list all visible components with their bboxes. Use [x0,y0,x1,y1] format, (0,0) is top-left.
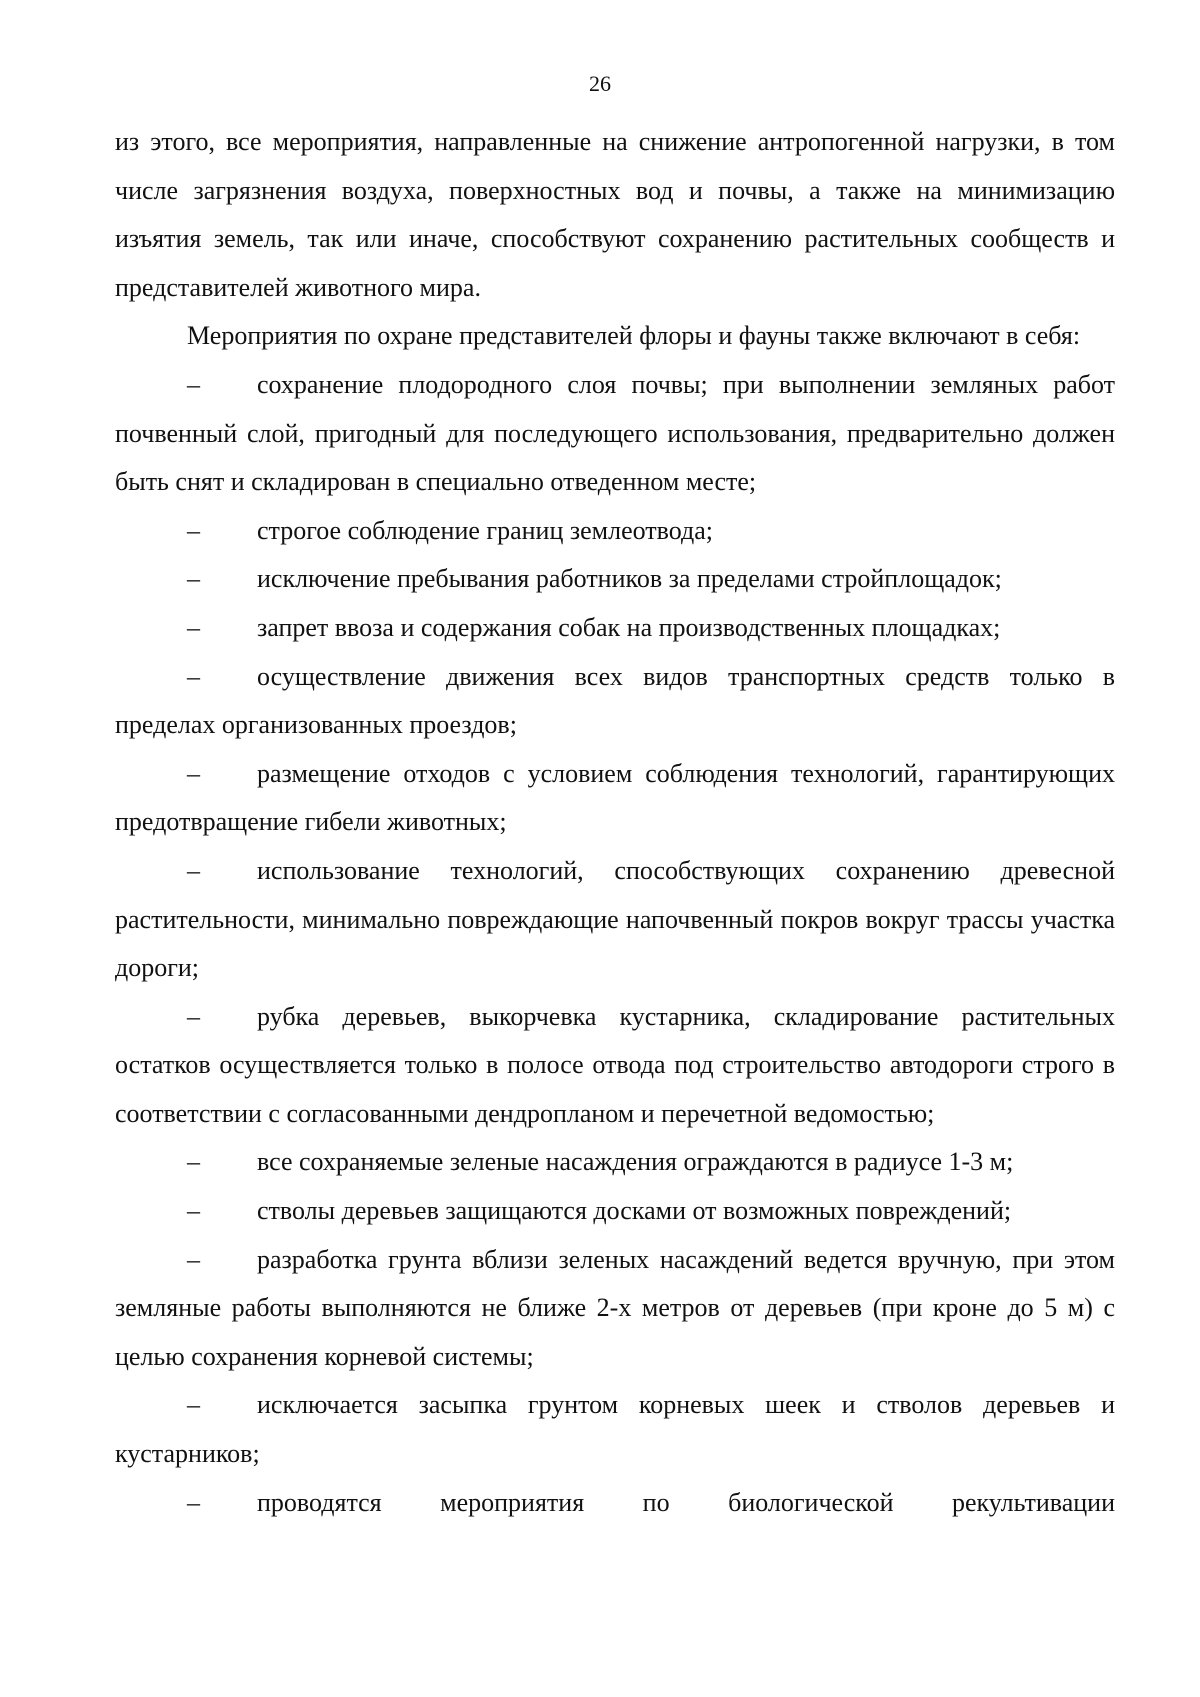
list-dash: – [187,758,200,788]
list-item-text: рубка деревьев, выкорчевка кустарника, складирование растительных остатков осуществляется только в полосе отвода под строительство автодороги строго в соответствии с согласованными дендропланом и перечетной ведомостью; [115,1001,1115,1128]
list-item-text: размещение отходов с условием соблюдения технологий, гарантирующих предотвращение гибели животных; [115,758,1115,837]
list-dash: – [187,369,200,399]
list-item [115,1138,1115,1187]
list-item [115,361,1115,507]
list-item [115,993,1115,1139]
list-item [115,1479,1115,1528]
list-item-text: использование технологий, способствующих сохранению древесной растительности, минимально повреждающие напочвенный покров вокруг трассы участка дороги; [115,855,1115,983]
list-item [115,604,1115,653]
list-dash: – [187,1147,200,1177]
list-item-text: строгое соблюдение границ землеотвода; [257,515,714,545]
list-item-text: осуществление движения всех видов транспортных средств только в пределах организованных проездов; [115,661,1115,740]
list-item-text: исключение пребывания работников за пределами стройплощадок; [257,564,1002,594]
list-dash: – [187,1244,200,1274]
list-dash: – [187,855,200,885]
list-item-text: исключается засыпка грунтом корневых шеек и стволов деревьев и кустарников; [115,1390,1115,1469]
list-dash: – [187,612,200,642]
page-number: 26 [589,71,611,96]
paragraph-continuation: из этого, все мероприятия, направленные на снижение антропогенной нагрузки, в том числе загрязнения воздуха, поверхностных вод и почвы, а также на минимизацию изъятия земель, так или иначе, способствуют сохранению растительных сообществ и представителей животного мира. [115,127,1115,302]
list-item-text: запрет ввоза и содержания собак на производственных площадках; [257,612,1001,642]
list-item [115,847,1115,993]
list-item [115,1187,1115,1236]
list-dash: – [187,1487,200,1517]
list-item [115,1381,1115,1478]
list-item-text: проводятся мероприятия по биологической рекультивации [257,1487,1115,1517]
list-dash: – [187,1390,200,1420]
page-body [115,118,1115,1527]
list-item-text: разработка грунта вблизи зеленых насаждений ведется вручную, при этом земляные работы выполняются не ближе 2-х метров от деревьев (при кроне до 5 м) с целью сохранения корневой системы; [115,1244,1115,1371]
list-item-text: все сохраняемые зеленые насаждения ограждаются в радиусе 1-3 м; [257,1147,1014,1177]
list-dash: – [187,661,200,691]
list-item-text: стволы деревьев защищаются досками от возможных повреждений; [257,1196,1012,1226]
list-item [115,653,1115,750]
list-dash: – [187,515,200,545]
list-item [115,1236,1115,1382]
list-item [115,750,1115,847]
list-item [115,507,1115,556]
list-dash: – [187,1196,200,1226]
list-item-text: сохранение плодородного слоя почвы; при выполнении земляных работ почвенный слой, пригодный для последующего использования, предварительно должен быть снят и складирован в специально отведенном месте; [115,369,1115,497]
paragraph-intro: Мероприятия по охране представителей флоры и фауны также включают в себя: [187,321,1081,351]
list-dash: – [187,1001,200,1031]
list-item [115,555,1115,604]
list-dash: – [187,564,200,594]
